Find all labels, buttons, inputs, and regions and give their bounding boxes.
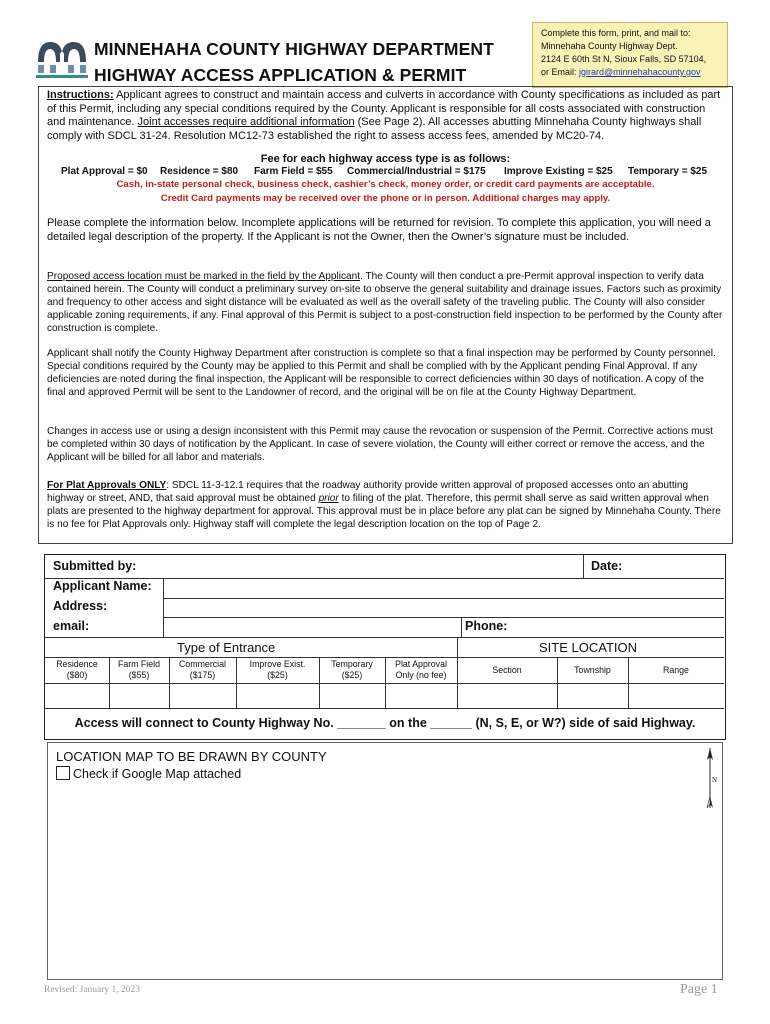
type-residence-label: Residence [56, 659, 98, 669]
instructions-label: Instructions: [47, 89, 114, 101]
site-location-heading: SITE LOCATION [539, 640, 637, 655]
type-farm-label: Farm Field [117, 659, 161, 669]
final-inspection-paragraph: Applicant shall notify the County Highway Department after construction is complete so that a final inspection may be performed by County personnel. Special conditions required by the County may be applied to this Permit and shall be complied with by the Applicant pending Final Approval. If any deficiencies are noted during the final inspection, the Applicant will be responsible to correct deficiencies within 30 days of notification. A copy of the final and approved Permit will be sent to the Landowner of record, and the original will be on file at the County Highway Department. [47, 348, 716, 398]
access-location-paragraph [47, 270, 725, 335]
type-farm-field[interactable] [109, 659, 169, 681]
email-label: email: [53, 619, 90, 633]
site-township[interactable]: Township [574, 665, 611, 675]
revocation-paragraph: Changes in access use or using a design inconsistent with this Permit may cause the revocation or suspension of the Permit. Corrective actions must be completed within 30 days of notification by the Applicant. In case of severe violation, the County will either correct or remove the access, and the Applicant will be billed for all labor and materials. [47, 426, 713, 463]
address-label: Address: [53, 599, 108, 613]
application-form [44, 554, 726, 740]
fee-improve: Improve Existing = $25 [504, 166, 613, 177]
type-commercial[interactable] [169, 659, 236, 681]
type-improve-label: Improve Exist. [249, 659, 306, 669]
applicant-name-label: Applicant Name: [53, 579, 152, 593]
type-commercial-label: Commercial [179, 659, 226, 669]
fee-residence: Residence = $80 [160, 166, 239, 177]
map-heading: LOCATION MAP TO BE DRAWN BY COUNTY [56, 749, 327, 764]
instructions-text-2: (See Page 2). All accesses abutting Minnehaha County highways shall comply with SDCL 31-24. Resolution MC12-73 established the right to assess access fees, amended by MC20-74. [47, 116, 702, 142]
type-of-entrance-heading: Type of Entrance [177, 640, 276, 655]
google-map-checkbox-row[interactable] [56, 766, 241, 781]
page-number: Page 1 [680, 982, 718, 997]
fee-plat: Plat Approval = $0 [61, 166, 148, 177]
fee-heading: Fee for each highway access type is as follows: [260, 153, 511, 165]
payment-note: Cash, in-state personal check, business check, cashier’s check, money order, or credit card payments are acceptable. [116, 179, 655, 190]
type-plat-label: Plat Approval [395, 659, 447, 669]
title-line-1: MINNEHAHA COUNTY HIGHWAY DEPARTMENT [94, 39, 494, 59]
plat-approvals-paragraph [47, 479, 725, 531]
credit-card-note: Credit Card payments may be received over the phone or in person. Additional charges may apply. [160, 193, 611, 204]
revised-date: Revised: January 1, 2023 [44, 985, 141, 995]
mail-line-4 [541, 66, 719, 79]
access-location-note: Proposed access location must be marked in the field by the Applicant [47, 271, 361, 282]
type-farm-fee: ($55) [128, 670, 150, 680]
fee-commercial: Commercial/Industrial = $175 [347, 166, 486, 177]
google-map-checkbox-label: Check if Google Map attached [73, 767, 242, 781]
submitted-by-label: Submitted by: [53, 559, 137, 573]
email-prefix: or Email: [541, 67, 580, 77]
joint-access-note: Joint accesses require additional information [137, 116, 355, 128]
fee-temporary: Temporary = $25 [628, 166, 708, 177]
type-improve-fee: ($25) [267, 670, 288, 680]
date-label: Date: [591, 559, 623, 573]
county-logo-icon [36, 36, 88, 80]
plat-text-2: to filing of the plat. Therefore, this permit shall serve as said written approval when plats are presented to the highway department for approval. This approval must be in place before any plat can be signed by Minnehaha County. There is no fee for Plat Approvals only. Highway staff will complete the legal description location on the top of Page 2. [47, 493, 721, 530]
mailing-instructions-box [532, 22, 728, 88]
county-highway-access-line: Access will connect to County Highway No. _______ on the ______ (N, S, E, or W?) side of said Highway. [74, 716, 696, 730]
type-residence[interactable] [45, 659, 109, 681]
plat-approvals-label: For Plat Approvals ONLY [47, 480, 167, 491]
site-range[interactable]: Range [663, 665, 689, 675]
type-temporary-fee: ($25) [341, 670, 363, 680]
type-temporary[interactable] [319, 659, 385, 681]
type-improve-existing[interactable] [236, 659, 319, 681]
north-arrow-icon [703, 746, 717, 810]
type-plat-approval[interactable] [385, 659, 457, 681]
mail-line-2: Minnehaha County Highway Dept. [541, 41, 678, 51]
document-title [94, 36, 494, 88]
site-section[interactable]: Section [492, 665, 522, 675]
google-map-checkbox[interactable] [56, 766, 70, 780]
mail-line-3: 2124 E 60th St N, Sioux Falls, SD 57104, [541, 54, 707, 64]
phone-label: Phone: [465, 619, 508, 633]
prior-word: prior [318, 493, 339, 504]
type-commercial-fee: ($175) [189, 670, 216, 680]
fee-farm: Farm Field = $55 [254, 166, 333, 177]
mail-line-1: Complete this form, print, and mail to: [541, 28, 691, 38]
title-line-2: HIGHWAY ACCESS APPLICATION & PERMIT [94, 65, 467, 85]
type-residence-fee: ($80) [66, 670, 88, 680]
type-plat-fee: Only (no fee) [395, 670, 447, 680]
please-complete-paragraph: Please complete the information below. Incomplete applications will be returned for revision. To complete this application, you will need a detailed legal description of the property. If the Applicant is not the Owner, then the Owner’s signature must be included. [47, 217, 711, 243]
type-temporary-label: Temporary [331, 659, 373, 669]
email-link[interactable]: jgirard@minnehahacounty.gov [579, 67, 701, 77]
north-letter: N [712, 776, 717, 784]
plat-text-1: : SDCL 11-3-12.1 requires that the roadway authority provide written approval of proposed accesses onto an abutting highway or street, AND, that said approval must be obtained [47, 480, 689, 504]
access-location-text: . The County will then conduct a pre-Permit approval inspection to verify data contained herein. The County will conduct a preliminary survey on-site to observe the general suitability and drainage issues. Factors such as proximity and frequency to other access and sight distance will be evaluated as well as the overall safety of the traveling public. The County will also consider applicable zoning requirements, if any. Final approval of this Permit is subject to a post-construction field inspection to be performed by the County after construction is complete. [47, 271, 723, 334]
instructions-paragraph [47, 89, 725, 143]
instructions-text-1: Applicant agrees to construct and maintain access and culverts in accordance with County specifications as included as part of this Permit, including any special conditions required by the County. Applicant is responsible for all costs associated with construction and maintenance. [47, 89, 721, 128]
